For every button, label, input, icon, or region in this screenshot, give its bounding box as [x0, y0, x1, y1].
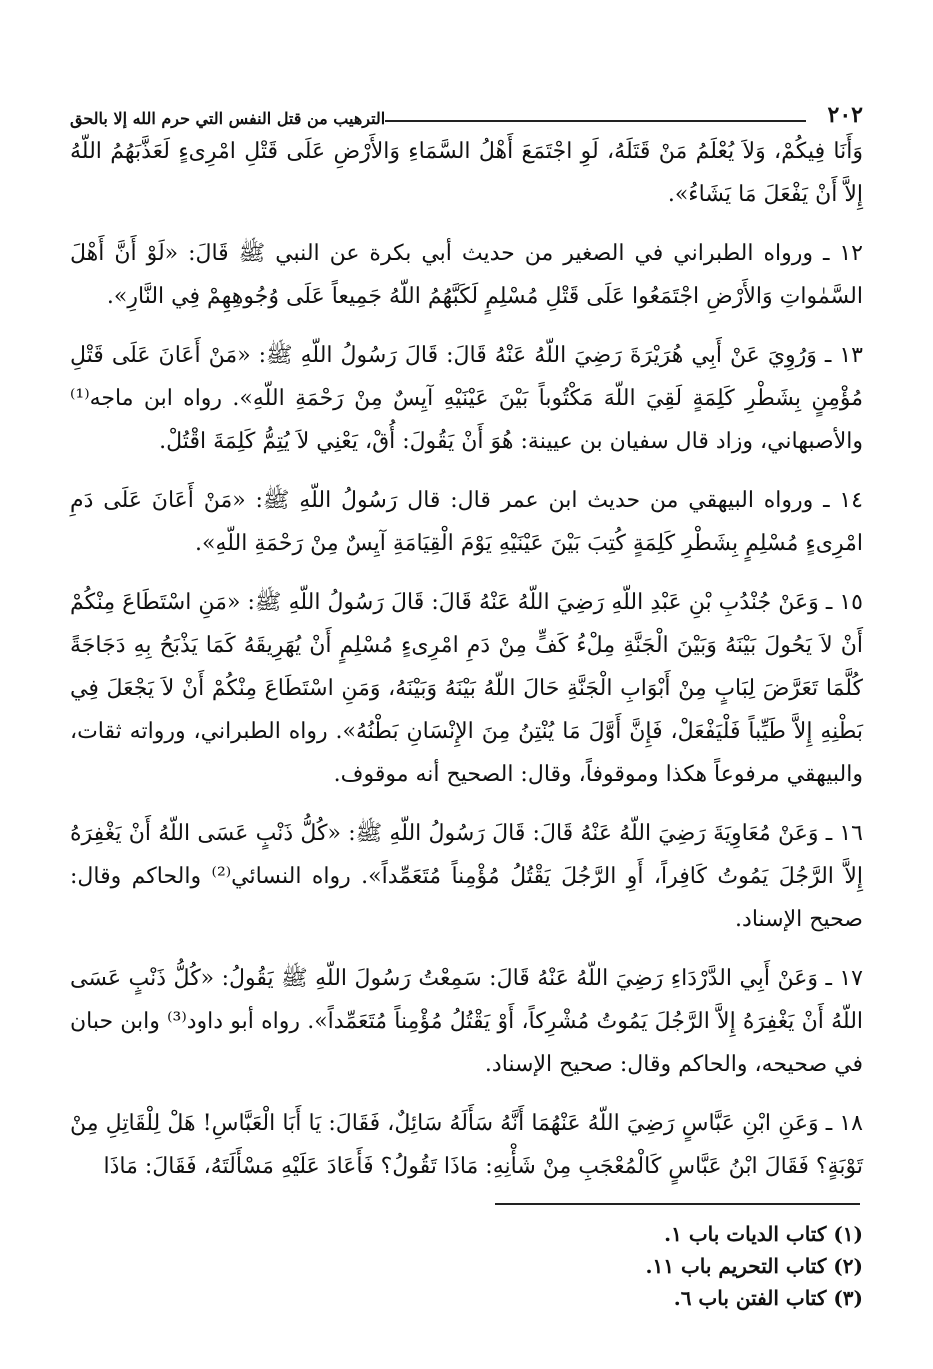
- footnote-rule: [495, 1203, 860, 1205]
- page-header: [70, 88, 863, 128]
- footnote-item: (٣) كتاب الفتن باب ٦.: [673, 1286, 863, 1310]
- footnotes: [646, 1218, 863, 1314]
- paragraph: وَأَنَا فِيكُمْ، وَلاَ يُعْلَمُ مَنْ قَتَلَهُ، لَوِ اجْتَمَعَ أَهْلُ السَّمَاءِ وَالأَرْضِ عَلَى قَتْلِ امْرِىءٍ لَعَذَّبَهُمُ اللّهُ إِلاَّ أَنْ يَفْعَلَ مَا يَشَاءُ».: [70, 139, 863, 207]
- hadith-paragraph: ١٦ ـ وَعَنْ مُعَاوِيَةَ رَضِيَ اللّهُ عَنْهُ قَالَ: قَالَ رَسُولُ اللّهِ ﷺ: «كُلُّ ذَنْبٍ عَسَى اللّهُ أَنْ يَغْفِرَهُ إِلاَّ الرَّجُلَ يَمُوتُ كَافِراً، أَوِ الرَّجُلَ يَقْتُلُ مُؤْمِناً مُتَعَمِّداً». رواه النسائي⁽²⁾ والحاكم وقال: صحيح الإسناد.: [70, 821, 864, 932]
- hadith-paragraph: ١٧ ـ وَعَنْ أَبِي الدَّرْدَاءِ رَضِيَ اللّهُ عَنْهُ قَالَ: سَمِعْتُ رَسُولَ اللّهِ ﷺ يَقُولُ: «كُلُّ ذَنْبٍ عَسَى اللّهُ أَنْ يَغْفِرَهُ إِلاَّ الرَّجُلَ يَمُوتُ مُشْرِكاً، أَوْ يَقْتُلُ مُؤْمِناً مُتَعَمِّداً». رواه أبو داود⁽³⁾ وابن حبان في صحيحه، والحاكم وقال: صحيح الإسناد.: [70, 966, 864, 1077]
- hadith-paragraph: ١٤ ـ ورواه البيهقي من حديث ابن عمر قال: قال رَسُولُ اللّهِ ﷺ: «مَنْ أَعَانَ عَلَى دَمِ امْرِىءٍ مُسْلِمٍ بِشَطْرِ كَلِمَةٍ كُتِبَ بَيْنَ عَيْنَيْهِ يَوْمَ الْقِيَامَةِ آيِسٌ مِنْ رَحْمَةِ اللّهِ».: [70, 488, 863, 556]
- running-title: الترهيب من قتل النفس التي حرم الله إلا بالحق: [70, 109, 386, 128]
- header-rule: [385, 120, 805, 122]
- hadith-paragraph: ١٣ ـ وَرُوِيَ عَنْ أَبِي هُرَيْرَةَ رَضِيَ اللّهُ عَنْهُ قَالَ: قَالَ رَسُولُ اللّهِ ﷺ: «مَنْ أَعَانَ عَلَى قَتْلِ مُؤْمِنٍ بِشَطْرِ كَلِمَةٍ لَقِيَ اللّهَ مَكْتُوباً بَيْنَ عَيْنَيْهِ آيِسٌ مِنْ رَحْمَةِ اللّهِ». رواه ابن ماجه⁽¹⁾ والأصبهاني، وزاد قال سفيان بن عيينة: هُوَ أَنْ يَقُولَ: أُقْ، يَعْنِي لاَ يُتِمُّ كَلِمَةَ اقْتُلْ.: [70, 343, 864, 454]
- footnote-item: (٢) كتاب التحريم باب ١١.: [645, 1254, 863, 1278]
- page-number: ٢٠٢: [827, 102, 863, 128]
- hadith-paragraph: ١٢ ـ ورواه الطبراني في الصغير من حديث أبي بكرة عن النبي ﷺ قَالَ: «لَوْ أَنَّ أَهْلَ السَّمٰواتِ وَالأَرْضِ اجْتَمَعُوا عَلَى قَتْلِ مُسْلِمٍ لَكَبَّهُمُ اللّهُ جَمِيعاً عَلَى وُجُوهِهِمْ فِي النَّارِ».: [70, 241, 863, 309]
- hadith-paragraph: ١٥ ـ وَعَنْ جُنْدُبِ بْنِ عَبْدِ اللّهِ رَضِيَ اللّهُ عَنْهُ قَالَ: قَالَ رَسُولُ اللّهِ ﷺ: «مَنِ اسْتَطَاعَ مِنْكُمْ أَنْ لاَ يَحُولَ بَيْنَهُ وَبَيْنَ الْجَنَّةِ مِلْءُ كَفٍّ مِنْ دَمِ امْرِىءٍ مُسْلِمٍ أَنْ يُهَرِيقَهُ كَمَا يَذْبَحُ بِهِ دَجَاجَةً كُلَّمَا تَعَرَّضَ لِبَابٍ مِنْ أَبْوَابِ الْجَنَّةِ حَالَ اللّهُ بَيْنَهُ وَبَيْنَهُ، وَمَنِ اسْتَطَاعَ مِنْكُمْ أَنْ لاَ يَجْعَلَ فِي بَطْنِهِ إِلاَّ طَيِّباً فَلْيَفْعَلْ، فَإِنَّ أَوَّلَ مَا يُنْتِنُ مِنَ الإِنْسَانِ بَطْنُهُ». رواه الطبراني، ورواته ثقات، والبيهقي مرفوعاً هكذا وموقوفاً، وقال: الصحيح أنه موقوف.: [70, 590, 863, 787]
- hadith-paragraph: ١٨ ـ وَعَنِ ابْنِ عَبَّاسٍ رَضِيَ اللّهُ عَنْهُمَا أَنَّهُ سَأَلَهُ سَائِلٌ، فَقَالَ: يَا أَبَا الْعَبَّاسِ! هَلْ لِلْقَاتِلِ مِنْ تَوْبَةٍ؟ فَقَالَ ابْنُ عَبَّاسٍ كَالْمُعْجَبِ مِنْ شَأْنِهِ: مَاذَا تَقُولُ؟ فَأَعَادَ عَلَيْهِ مَسْأَلَتَهُ، فَقَالَ: مَاذَا: [70, 1111, 863, 1179]
- footnote-item: (١) كتاب الديات باب ١.: [664, 1222, 863, 1246]
- body-text: [70, 130, 863, 1204]
